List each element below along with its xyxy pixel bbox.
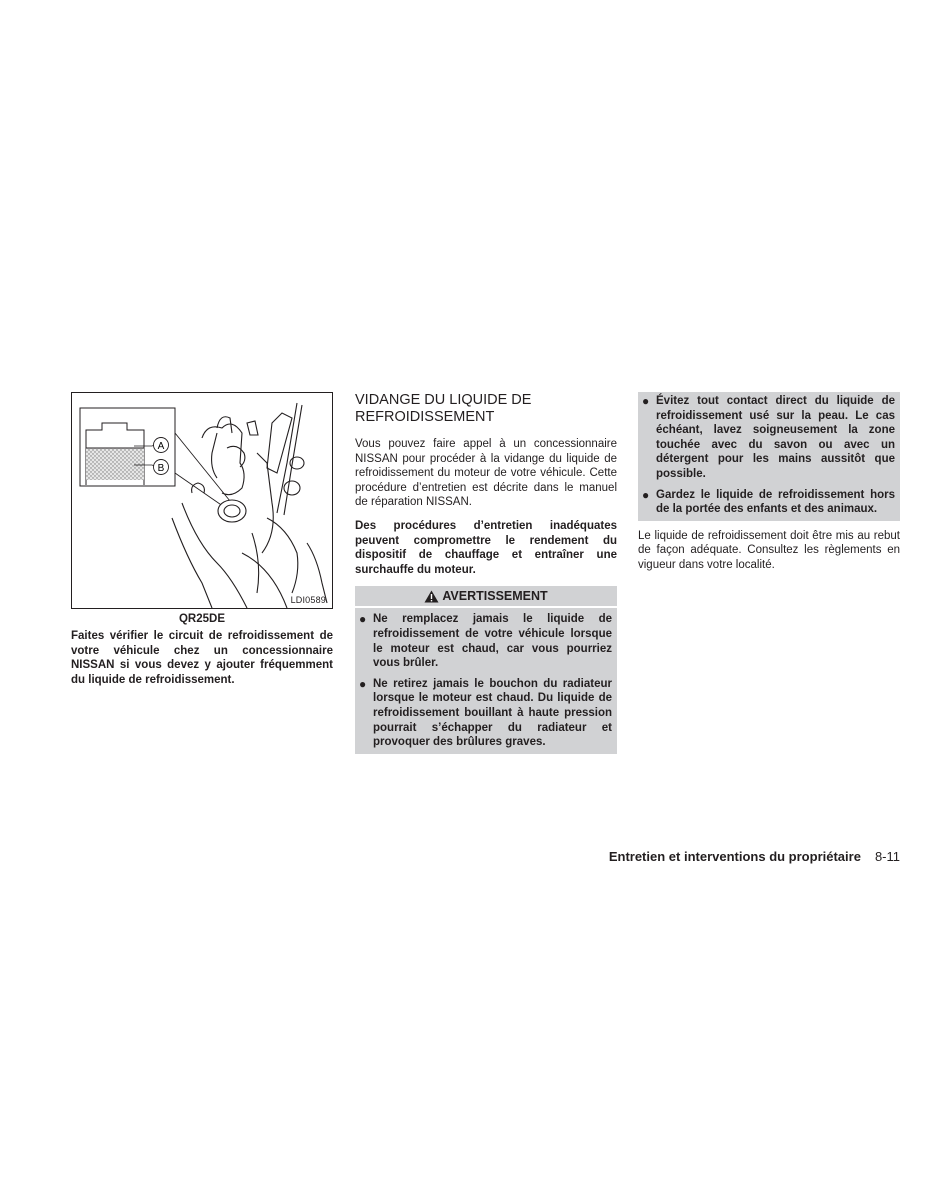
right-column bbox=[638, 392, 900, 573]
warning-item: ● Évitez tout contact direct du liquide de refroidissement usé sur la peau. Le cas échéant, lavez soigneusement la zone touchée avec du savon ou avec un détergent pour les mains aussitôt que possible. bbox=[642, 394, 895, 480]
bullet-icon: ● bbox=[642, 394, 650, 408]
section-title: VIDANGE DU LIQUIDE DE REFROIDISSEMENT bbox=[355, 392, 532, 425]
page-number: 8-11 bbox=[874, 849, 900, 864]
bullet-icon: ● bbox=[359, 612, 367, 627]
callout-a: A bbox=[157, 441, 165, 452]
engine-diagram bbox=[71, 392, 333, 609]
bullet-icon: ● bbox=[642, 487, 650, 502]
coolant-reservoir-illustration bbox=[72, 393, 332, 608]
warning-box bbox=[355, 608, 617, 753]
bullet-icon: ● bbox=[359, 676, 367, 691]
disposal-paragraph: Le liquide de refroidissement doit être mis au rebut de façon adéquate. Consultez les règlements en vigueur dans votre localité. bbox=[638, 529, 900, 571]
middle-column bbox=[355, 392, 617, 754]
drain-paragraph: Vous pouvez faire appel à un concessionnaire NISSAN pour procéder à la vidange du liquide de refroidissement du moteur de votre véhicule. Cette procédure d’entretien est décrite dans le manuel de réparation NISSAN. bbox=[355, 438, 617, 509]
figure-caption: QR25DE bbox=[178, 613, 226, 625]
warning-item: ● Ne remplacez jamais le liquide de refroidissement de votre véhicule lorsque le moteur est chaud, car vous pourriez vous brûler. bbox=[359, 612, 612, 670]
footer-section-title: Entretien et interventions du propriétaire bbox=[608, 849, 861, 864]
warning-box-continued bbox=[638, 392, 900, 521]
figure-code: LDI0589 bbox=[290, 595, 326, 605]
warning-item: ● Gardez le liquide de refroidissement hors de la portée des enfants et des animaux. bbox=[642, 487, 895, 516]
warning-header bbox=[355, 586, 617, 606]
left-column bbox=[71, 392, 333, 687]
page-footer bbox=[609, 849, 900, 864]
warning-item: ● Ne retirez jamais le bouchon du radiateur lorsque le moteur est chaud. Du liquide de refroidissement bouillant à haute pression pourrait s’échapper du radiateur et provoquer des brûlures graves. bbox=[359, 676, 612, 749]
coolant-check-paragraph: Faites vérifier le circuit de refroidissement de votre véhicule chez un concessionnaire NISSAN si vous devez y ajouter fréquemment du liquide de refroidissement. bbox=[71, 630, 333, 686]
warning-title: AVERTISSEMENT bbox=[442, 589, 548, 604]
improper-maintenance-paragraph: Des procédures d’entretien inadéquates peuvent compromettre le rendement du dispositif de chauffage et entraîner une surchauffe du moteur. bbox=[355, 519, 617, 576]
callout-b: B bbox=[157, 463, 165, 474]
warning-icon bbox=[424, 590, 439, 603]
